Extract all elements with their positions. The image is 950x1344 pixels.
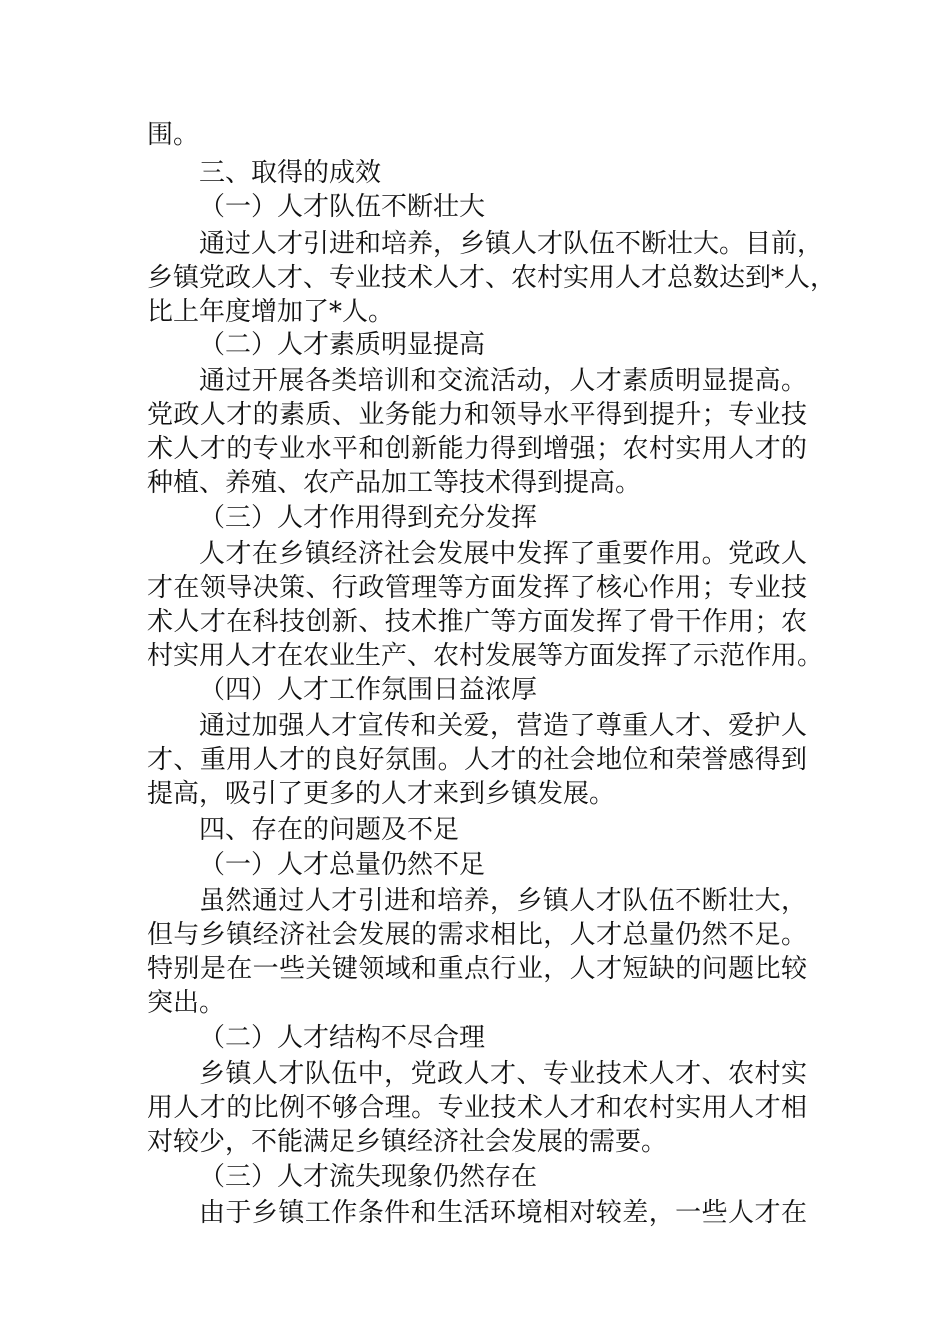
paragraph-line: 特别是在一些关键领域和重点行业，人才短缺的问题比较: [147, 954, 807, 984]
subsection-title: （二）人才结构不尽合理: [199, 1023, 486, 1053]
paragraph-line: 乡镇人才队伍中，党政人才、专业技术人才、农村实: [199, 1059, 807, 1089]
paragraph-line: 通过开展各类培训和交流活动，人才素质明显提高。: [199, 366, 807, 396]
subsection-title: （三）人才作用得到充分发挥: [199, 503, 538, 533]
paragraph-line: 种植、养殖、农产品加工等技术得到提高。: [147, 468, 642, 498]
paragraph-line: 用人才的比例不够合理。专业技术人才和农村实用人才相: [147, 1093, 807, 1123]
section-heading-4: 四、存在的问题及不足: [199, 815, 460, 845]
paragraph-line: 村实用人才在农业生产、农村发展等方面发挥了示范作用。: [147, 641, 824, 671]
paragraph-line: 术人才的专业水平和创新能力得到增强；农村实用人才的: [147, 434, 807, 464]
section-heading-3: 三、取得的成效: [199, 158, 382, 188]
paragraph-line: 才在领导决策、行政管理等方面发挥了核心作用；专业技: [147, 573, 807, 603]
paragraph-line: 由于乡镇工作条件和生活环境相对较差，一些人才在: [199, 1198, 807, 1228]
paragraph-line: 虽然通过人才引进和培养，乡镇人才队伍不断壮大，: [199, 886, 807, 916]
paragraph-line: 但与乡镇经济社会发展的需求相比，人才总量仍然不足。: [147, 920, 807, 950]
paragraph-line: 通过加强人才宣传和关爱，营造了尊重人才、爱护人: [199, 711, 807, 741]
paragraph-line: 人才在乡镇经济社会发展中发挥了重要作用。党政人: [199, 539, 807, 569]
subsection-title: （三）人才流失现象仍然存在: [199, 1162, 538, 1192]
paragraph-line: 党政人才的素质、业务能力和领导水平得到提升；专业技: [147, 400, 807, 430]
subsection-title: （一）人才队伍不断壮大: [199, 192, 486, 222]
paragraph-line: 围。: [147, 120, 200, 150]
paragraph-line: 乡镇党政人才、专业技术人才、农村实用人才总数达到*人，: [147, 263, 837, 293]
paragraph-line: 突出。: [147, 988, 226, 1018]
subsection-title: （二）人才素质明显提高: [199, 330, 486, 360]
paragraph-line: 通过人才引进和培养，乡镇人才队伍不断壮大。目前，: [199, 229, 824, 259]
paragraph-line: 术人才在科技创新、技术推广等方面发挥了骨干作用；农: [147, 607, 807, 637]
subsection-title: （四）人才工作氛围日益浓厚: [199, 675, 538, 705]
subsection-title: （一）人才总量仍然不足: [199, 850, 486, 880]
paragraph-line: 比上年度增加了*人。: [147, 297, 395, 327]
paragraph-line: 对较少，不能满足乡镇经济社会发展的需要。: [147, 1127, 668, 1157]
paragraph-line: 提高，吸引了更多的人才来到乡镇发展。: [147, 779, 616, 809]
paragraph-line: 才、重用人才的良好氛围。人才的社会地位和荣誉感得到: [147, 745, 807, 775]
